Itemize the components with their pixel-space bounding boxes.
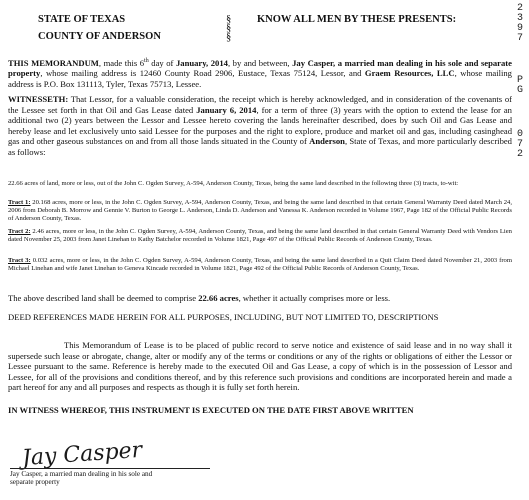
purpose-paragraph: This Memorandum of Lease is to be placed of public record to serve notice and existence of said lease and in no way shall it supersede such lease or abrogate, change, alter or modify any of the terms or conditions or any of the rights or obligations of either the Lessor or Lessee pursuant to the same. Reference is hereby made to the executed Oil and Gas Lease, a copy of which is in the possession of Lessor and Lessee, for all of the provisions and conditions thereof, and by this reference such provisions and conditions are incorporated herein and made a part hereof for any and all purposes and respects as though it is fully set forth herein.: [8, 340, 512, 393]
memo-date: January, 2014: [175, 57, 228, 68]
witnesseth-label: WITNESSETH:: [8, 94, 69, 104]
recording-stamp-pg: [515, 76, 525, 96]
tract-text: 0.032 acres, more or less, in the John C. Ogden Survey, A-594, Anderson County, Texas, and being the same land described in a Quit Claim Deed dated November 21, 2003 from Michael Linehan and wife Janet Linehan to Geneva Kincade recorded in Volume 1821, Page 492 of the Official Public Records of Anderson County, Texas.: [8, 257, 512, 273]
tract-label: Tract 2:: [8, 228, 31, 235]
comprise-text: , whether it actually comprises more or less.: [238, 293, 391, 303]
tract-paragraph: [8, 257, 512, 273]
lessor-name: Jay Casper, a married man dealing in his sole and separate property: [8, 57, 512, 79]
recording-stamp: [515, 4, 525, 44]
stamp-char: 2: [516, 149, 523, 160]
section-mark: §: [226, 32, 232, 43]
total-acres: 22.66 acres: [198, 293, 239, 303]
stamp-char: 9: [516, 23, 523, 34]
recording-stamp-page: [515, 130, 525, 160]
witness-text: THIS INSTRUMENT IS EXECUTED ON THE DATE FIRST ABOVE WRITTEN: [106, 405, 414, 415]
state-heading: STATE OF TEXAS: [38, 14, 126, 25]
stamp-char: 0: [516, 129, 523, 140]
signature-line-2: separate property: [10, 478, 60, 487]
memo-sup: th: [144, 58, 149, 64]
stamp-char: 3: [516, 13, 523, 24]
section-mark: §: [226, 14, 232, 25]
witnesseth-text: That Lessor, for a valuable consideration, the receipt which is hereby acknowledged, and in consideration of the covenants of the Lessee set forth in that Oil and Gas Lease dated: [8, 94, 512, 115]
memorandum-label: THIS MEMORANDUM: [8, 57, 99, 68]
witnesseth-paragraph: [8, 94, 512, 158]
witnesseth-text: , State of Texas, and more particularly described as follows:: [8, 136, 512, 157]
tract-label: Tract 3:: [8, 257, 31, 264]
tract-text: 20.168 acres, more or less, in the John C. Ogden Survey, A-594, Anderson County, Texas, and being the same land described in that certain General Warranty Deed dated March 24, 2006 from Deborah B. Morrow and Gennie V. Burton to George L. Anderson, Linda D. Anderson and Vanessa K. Anderson recorded in Volume 1967, Page 182 of the Official Public Records of Anderson County, Texas.: [8, 199, 512, 223]
memorandum-paragraph: [8, 56, 512, 90]
comprise-paragraph: [8, 293, 512, 304]
signature-line-1: Jay Casper, a married man dealing in his sole and: [10, 470, 153, 478]
tract-label: Tract 1:: [8, 199, 31, 206]
witness-label: IN WITNESS WHEREOF,: [8, 405, 107, 415]
memo-text: , by and between,: [227, 57, 293, 68]
signature-caption: [10, 470, 250, 486]
tract-text: 2.46 acres, more or less, in the John C. Ogden Survey, A-594, Anderson County, Texas, and being the same land described in that certain General Warranty Deed with Vendors Lien dated November 25, 2003 from Janet Linehan to Kathy Batchelor recorded in Volume 1821, Page 497 of the Official Public Records of Anderson County, Texas.: [8, 228, 512, 244]
lease-date: January 6, 2014: [196, 104, 257, 115]
witnesseth-text: , for a term of three (3) years with the option to extend the lease for an additional two (2) years between the Lessor and Lessee hereto covering the lands hereinafter described, does by such Oil and Gas Lease and hereby lease and let exclusively unto said Lessee for the purposes and the right to explore, produce and market oil and gas, including casinghead gas and other gaseous substances on and from all those lands situated in the County of: [8, 104, 512, 147]
deed-references: DEED REFERENCES MADE HEREIN FOR ALL PURPOSES, INCLUDING, BUT NOT LIMITED TO, DESCRIPTIONS: [8, 312, 439, 322]
stamp-char: 2: [516, 3, 523, 14]
memo-text: , whose mailing address is P.O. Box 131113, Tyler, Texas 75713, Lessee.: [8, 68, 512, 90]
section-mark: §: [226, 23, 232, 34]
know-all-heading: KNOW ALL MEN BY THESE PRESENTS:: [257, 14, 457, 25]
signature-line: [10, 468, 210, 469]
county-heading: COUNTY OF ANDERSON: [38, 31, 161, 42]
tract-paragraph: [8, 228, 512, 244]
lessee-name: Graem Resources, LLC: [364, 68, 455, 79]
memo-text: day of: [148, 57, 176, 68]
county-name: Anderson: [309, 136, 345, 147]
memo-text: , made this 6: [98, 57, 145, 68]
stamp-char: 7: [516, 33, 523, 44]
tract-paragraph: [8, 199, 512, 224]
witness-paragraph: [8, 405, 512, 416]
stamp-char: P: [516, 75, 523, 86]
stamp-char: G: [516, 85, 523, 96]
comprise-text: The above described land shall be deemed to comprise: [8, 293, 199, 303]
memo-text: , whose mailing address is 12460 County Road 2906, Eustace, Texas 75124, Lessor, and: [40, 68, 365, 79]
land-intro: 22.66 acres of land, more or less, out of the John C. Ogden Survey, A-594, Anderson County, Texas, being the same land described in the following three (3) tracts, to-wit:: [8, 180, 459, 187]
stamp-char: 7: [516, 139, 523, 150]
signature-script: Jay Casper: [21, 437, 143, 472]
